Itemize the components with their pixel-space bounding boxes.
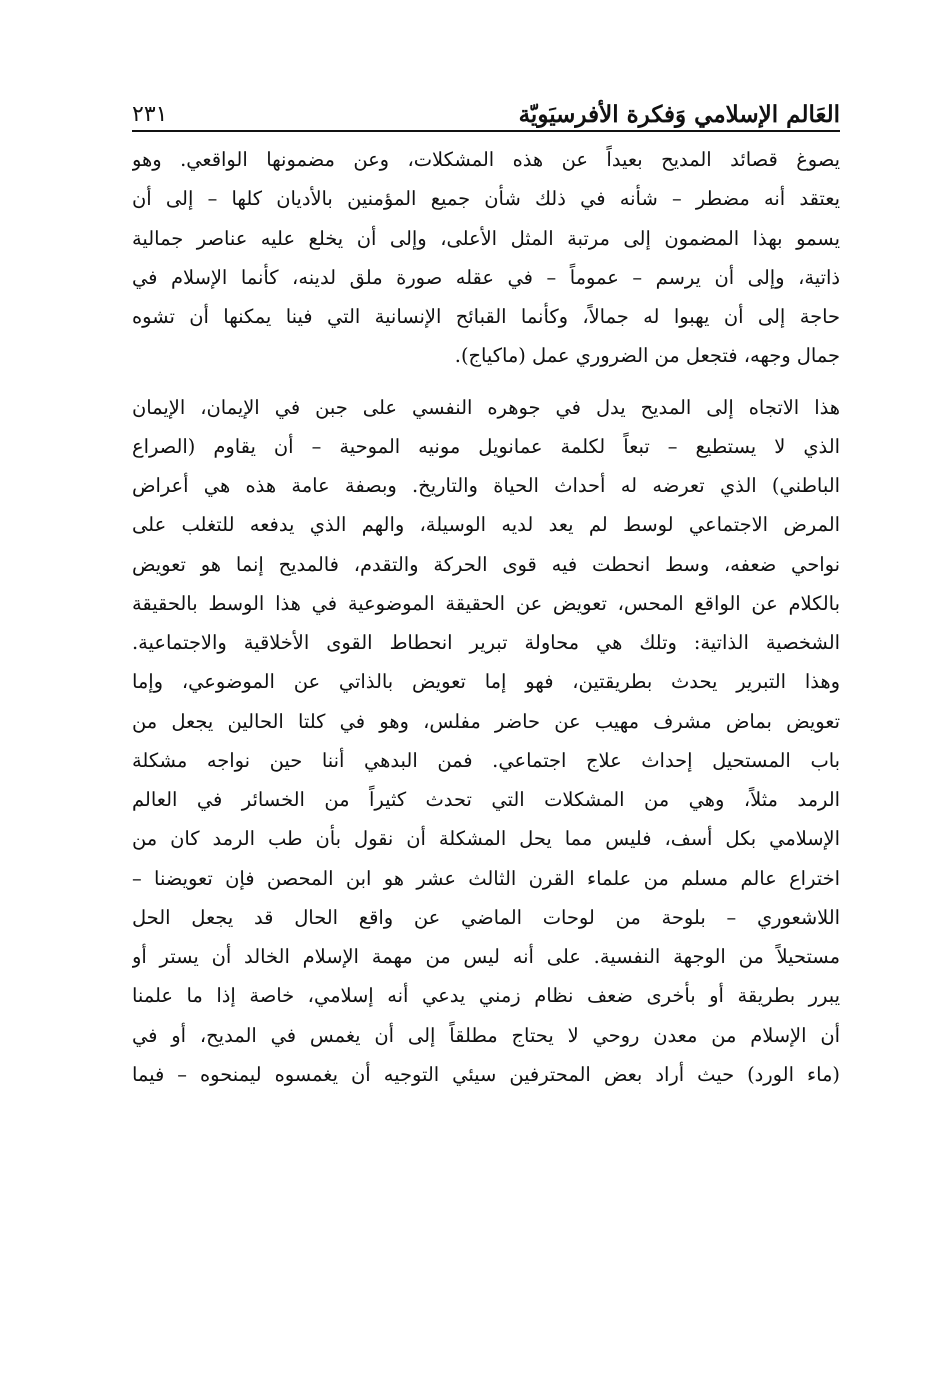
text-line: اللاشعوري – بلوحة من لوحات الماضي عن واقع الحال قد يجعل الحل — [132, 905, 840, 929]
text-line: يعتقد أنه مضطر – شأنه في ذلك شأن جميع المؤمنين بالأديان كلها – إلى أن — [132, 187, 840, 211]
paragraph-1 — [132, 140, 840, 376]
text-line: المرض الاجتماعي لوسط لم يعد لديه الوسيلة، والهم الذي يدفعه للتغلب على — [132, 513, 840, 537]
text-line: تعويض بماض مشرف مهيب عن حاضر مفلس، وهو في كلتا الحالين يجعل من — [132, 709, 840, 733]
text-line: باب المستحيل إحداث علاج اجتماعي. فمن البدهي أننا حين نواجه مشكلة — [132, 748, 840, 772]
text-line: ذاتية، وإلى أن يرسم – عموماً – في عقله صورة ملق لدينه، كأنما الإسلام في — [132, 265, 840, 289]
text-line: الذي لا يستطيع – تبعاً لكلمة عمانويل مونيه الموحية – أن يقاوم (الصراع — [132, 434, 840, 458]
text-line: أن الإسلام من معدن روحي لا يحتاج مطلقاً إلى أن يغمس في المديح، أو في — [132, 1023, 840, 1047]
text-line: وهذا التبرير يحدث بطريقتين، فهو إما تعويض بالذاتي عن الموضوعي، وإما — [132, 670, 840, 694]
body-text — [132, 140, 840, 1094]
text-line: هذا الاتجاه إلى المديح يدل في جوهره النفسي على جبن في الإيمان، الإيمان — [132, 395, 840, 419]
chapter-title: العَالم الإسلامي وَفكرة الأفرسيَويّة — [518, 101, 840, 128]
book-page — [132, 90, 840, 1094]
page-number: ٢٣١ — [132, 102, 168, 127]
text-line: الباطني) الذي تعرضه له أحداث الحياة والتاريخ. وبصفة عامة هذه هي أعراض — [132, 474, 840, 497]
text-line: الإسلامي بكل أسف، فليس مما يحل المشكلة أن نقول بأن طب الرمد كان من — [132, 827, 840, 851]
text-line: بالكلام عن الواقع المحس، تعويض عن الحقيقة الموضوعية في هذا الوسط بالحقيقة — [132, 591, 840, 615]
text-line: يبرر بطريقة أو بأخرى ضعف نظام زمني يدعي أنه إسلامي، خاصة إذا ما علمنا — [132, 984, 840, 1008]
text-line: يسمو بهذا المضمون إلى مرتبة المثل الأعلى، وإلى أن يخلع عليه عناصر جمالية — [132, 226, 840, 250]
running-header — [132, 90, 840, 132]
text-line: جمال وجهه، فتجعل من الضروري عمل (ماكياج). — [454, 344, 840, 368]
text-line: (ماء الورد) حيث أراد بعض المحترفين سيئي التوجيه أن يغمسوه ليمنحوه – فيما — [132, 1062, 840, 1086]
text-line: اختراع عالم مسلم من علماء القرن الثالث عشر هو ابن المحصن فإن تعويضنا – — [132, 866, 840, 890]
text-line: الشخصية الذاتية: وتلك هي محاولة تبرير انحطاط القوى الأخلاقية والاجتماعية. — [132, 631, 840, 654]
text-line: يصوغ قصائد المديح بعيداً عن هذه المشكلات، وعن مضمونها الواقعي. وهو — [132, 148, 840, 171]
text-line: حاجة إلى أن يهبوا له جمالاً، وكأنما القبائح الإنسانية التي فينا يمكنها أن تشوه — [132, 305, 840, 328]
text-line: مستحيلاً من الوجهة النفسية. على أنه ليس من مهمة الإسلام الخالد أن يستر أو — [132, 945, 840, 968]
paragraph-2 — [132, 388, 840, 1095]
text-line: الرمد مثلاً، وهي من المشكلات التي تحدث كثيراً من الخسائر في العالم — [132, 788, 840, 811]
text-line: نواحي ضعفه، وسط انحطت فيه قوى الحركة والتقدم، فالمديح إنما هو تعويض — [132, 552, 840, 576]
